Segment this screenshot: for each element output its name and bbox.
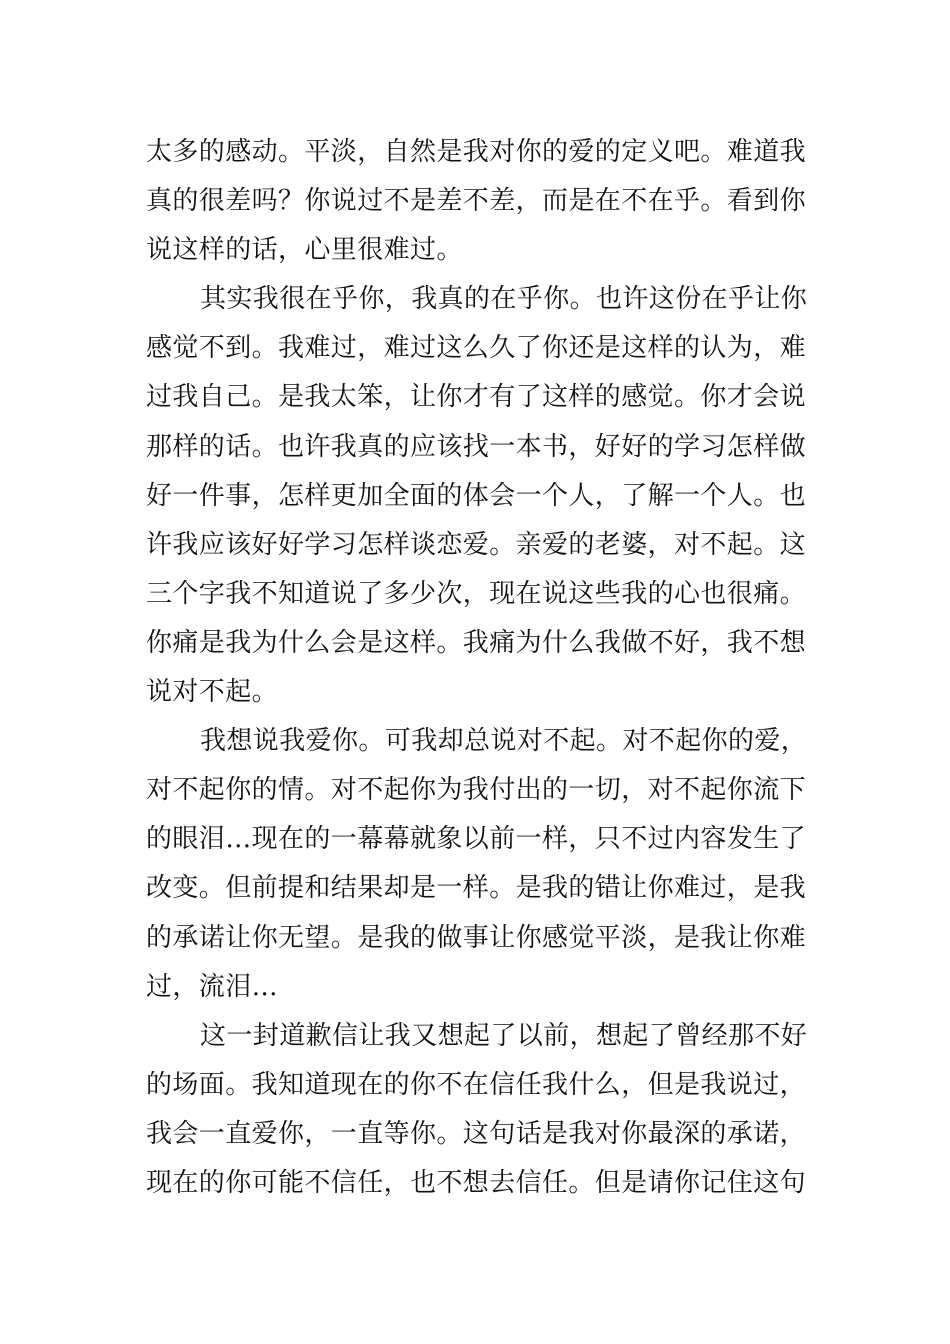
text-line: 其实我很在乎你，我真的在乎你。也许这份在乎让你 xyxy=(200,284,808,315)
paragraph-4 xyxy=(146,1012,806,1208)
text-line: 说这样的话，心里很难过。 xyxy=(146,235,463,266)
text-line: 过我自己。是我太笨，让你才有了这样的感觉。你才会说 xyxy=(146,382,807,413)
text-line: 的承诺让你无望。是我的做事让你感觉平淡，是我让你难 xyxy=(146,922,807,953)
text-line: 太多的感动。平淡，自然是我对你的爱的定义吧。难道我 xyxy=(146,137,807,167)
text-line: 的眼泪…现在的一幕幕就象以前一样，只不过内容发生了 xyxy=(146,824,807,855)
text-line: 真的很差吗？你说过不是差不差，而是在不在乎。看到你 xyxy=(146,186,807,217)
text-line: 改变。但前提和结果却是一样。是我的错让你难过，是我 xyxy=(146,873,807,904)
document-body xyxy=(146,128,806,1208)
text-line: 这一封道歉信让我又想起了以前，想起了曾经那不好 xyxy=(200,1020,808,1051)
text-line: 好一件事，怎样更加全面的体会一个人，了解一个人。也 xyxy=(146,480,807,511)
text-line: 我想说我爱你。可我却总说对不起。对不起你的爱， xyxy=(200,726,808,757)
paragraph-2 xyxy=(146,275,806,717)
text-line: 三个字我不知道说了多少次，现在说这些我的心也很痛。 xyxy=(146,578,807,609)
text-line: 我会一直爱你，一直等你。这句话是我对你最深的承诺， xyxy=(146,1118,807,1149)
text-line: 感觉不到。我难过，难过这么久了你还是这样的认为，难 xyxy=(146,333,807,364)
text-line: 你痛是我为什么会是这样。我痛为什么我做不好，我不想 xyxy=(146,627,807,658)
text-line: 现在的你可能不信任，也不想去信任。但是请你记住这句 xyxy=(146,1167,807,1198)
paragraph-1 xyxy=(146,128,806,275)
text-line: 的场面。我知道现在的你不在信任我什么，但是我说过， xyxy=(146,1069,807,1100)
text-line: 那样的话。也许我真的应该找一本书，好好的学习怎样做 xyxy=(146,431,807,462)
text-line: 说对不起。 xyxy=(146,677,279,708)
text-line: 许我应该好好学习怎样谈恋爱。亲爱的老婆，对不起。这 xyxy=(146,529,807,560)
text-line: 过，流泪… xyxy=(146,971,279,1002)
paragraph-3 xyxy=(146,717,806,1012)
text-line: 对不起你的情。对不起你为我付出的一切，对不起你流下 xyxy=(146,775,807,806)
